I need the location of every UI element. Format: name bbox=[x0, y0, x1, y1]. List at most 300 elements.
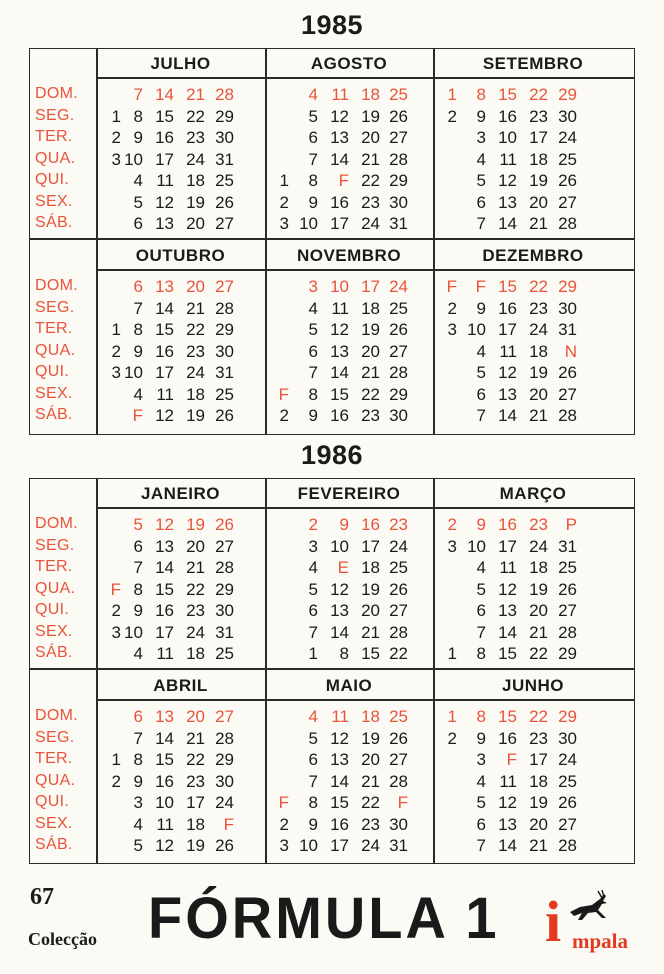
day-number: 26 bbox=[389, 320, 408, 339]
day-number: 3 bbox=[476, 750, 486, 769]
day-number: 21 bbox=[186, 558, 205, 577]
day-number: 12 bbox=[498, 793, 517, 812]
day-number: 26 bbox=[215, 515, 234, 534]
weekday-label: SÁB. bbox=[35, 214, 73, 231]
day-number: 22 bbox=[186, 750, 205, 769]
day-number: 18 bbox=[529, 341, 548, 361]
year-title-1985: 1985 bbox=[300, 10, 364, 40]
day-number: 29 bbox=[558, 277, 577, 296]
day-number: 12 bbox=[498, 579, 517, 599]
day-number: 24 bbox=[389, 536, 408, 556]
day-number: 6 bbox=[133, 707, 143, 726]
day-number: 5 bbox=[308, 579, 318, 599]
day-number: 1 bbox=[111, 320, 121, 339]
header-divider bbox=[96, 269, 634, 271]
weekday-label: TER. bbox=[35, 320, 73, 337]
day-number: 11 bbox=[499, 341, 517, 361]
day-number: 19 bbox=[361, 728, 380, 748]
day-number: 2 bbox=[279, 406, 289, 425]
day-number: 3 bbox=[111, 149, 121, 169]
day-number: 12 bbox=[498, 363, 517, 382]
day-number: 14 bbox=[498, 622, 517, 642]
day-number: 28 bbox=[558, 214, 577, 233]
day-number: 12 bbox=[155, 406, 174, 425]
day-number: 9 bbox=[133, 341, 143, 361]
day-number: 31 bbox=[558, 536, 577, 556]
day-number: 31 bbox=[389, 214, 408, 233]
day-number: 27 bbox=[558, 601, 577, 620]
day-number: 20 bbox=[529, 814, 548, 834]
day-number: 24 bbox=[389, 277, 408, 296]
day-number: 11 bbox=[156, 814, 174, 834]
day-number: 17 bbox=[498, 536, 517, 556]
day-number: 13 bbox=[330, 601, 349, 620]
day-number: 5 bbox=[133, 836, 143, 855]
day-number: 22 bbox=[361, 793, 380, 812]
day-number: 19 bbox=[361, 579, 380, 599]
calendar-table-1985 bbox=[29, 48, 635, 435]
weekday-label: SEX. bbox=[35, 384, 73, 402]
day-number: 26 bbox=[558, 793, 577, 812]
weekday-label: SEG. bbox=[35, 728, 75, 746]
day-number: 16 bbox=[155, 341, 174, 361]
day-number: 25 bbox=[558, 771, 577, 791]
day-number: 6 bbox=[476, 192, 486, 212]
month-name: AGOSTO bbox=[310, 54, 388, 73]
month-name: FEVEREIRO bbox=[297, 484, 401, 503]
day-number: 1 bbox=[308, 644, 318, 663]
day-number: 2 bbox=[447, 106, 457, 126]
day-number: 4 bbox=[133, 644, 143, 663]
day-number: 14 bbox=[155, 558, 174, 577]
weekday-label: SEX. bbox=[35, 192, 73, 210]
day-number: 17 bbox=[529, 750, 548, 769]
day-number: 26 bbox=[558, 171, 577, 190]
day-number: 4 bbox=[308, 558, 318, 577]
weekday-label: DOM. bbox=[35, 85, 78, 102]
day-number: 10 bbox=[467, 536, 486, 556]
day-number: 30 bbox=[215, 601, 234, 620]
day-number: 2 bbox=[279, 814, 289, 834]
day-number: 5 bbox=[476, 579, 486, 599]
day-number: 15 bbox=[155, 579, 174, 599]
day-number: 27 bbox=[558, 384, 577, 404]
day-number: 12 bbox=[155, 192, 174, 212]
day-number: 9 bbox=[476, 515, 486, 534]
day-number: 25 bbox=[389, 298, 408, 318]
day-number: 9 bbox=[133, 601, 143, 620]
weekday-label: QUA. bbox=[35, 149, 76, 167]
day-number: 26 bbox=[215, 406, 234, 425]
month-name: JANEIRO bbox=[140, 484, 221, 503]
day-number: 1 bbox=[279, 171, 289, 190]
day-number: 3 bbox=[111, 622, 121, 642]
day-number: 10 bbox=[124, 622, 143, 642]
day-number: 11 bbox=[499, 771, 517, 791]
day-number: 15 bbox=[155, 106, 174, 126]
day-number: 28 bbox=[215, 298, 234, 318]
day-number: 6 bbox=[476, 384, 486, 404]
day-number: 25 bbox=[558, 558, 577, 577]
day-number: 30 bbox=[215, 771, 234, 791]
day-number: 28 bbox=[389, 771, 408, 791]
day-number: 24 bbox=[186, 149, 205, 169]
day-number: 12 bbox=[330, 728, 349, 748]
card-number: 67 bbox=[30, 884, 54, 910]
day-number: 7 bbox=[476, 836, 486, 855]
day-number: 11 bbox=[499, 149, 517, 169]
day-number: 26 bbox=[215, 836, 234, 855]
day-number: 9 bbox=[476, 106, 486, 126]
day-number: 10 bbox=[124, 363, 143, 382]
day-number: 8 bbox=[133, 320, 143, 339]
day-number: 21 bbox=[186, 85, 205, 104]
day-number: 17 bbox=[155, 149, 174, 169]
day-number: 17 bbox=[529, 128, 548, 147]
weekday-label: SÁB. bbox=[35, 644, 73, 661]
day-number: 6 bbox=[133, 536, 143, 556]
day-number: 22 bbox=[529, 707, 548, 726]
day-number: 26 bbox=[389, 106, 408, 126]
day-number: 23 bbox=[529, 106, 548, 126]
day-number: 20 bbox=[529, 384, 548, 404]
day-number: 30 bbox=[558, 728, 577, 748]
weekday-label: DOM. bbox=[35, 707, 78, 724]
day-number: 27 bbox=[389, 750, 408, 769]
day-number: 29 bbox=[215, 579, 234, 599]
weekday-label: SEG. bbox=[35, 298, 75, 316]
day-number: 3 bbox=[447, 320, 457, 339]
day-number: 13 bbox=[155, 536, 174, 556]
day-number: 23 bbox=[529, 298, 548, 318]
day-number: 15 bbox=[498, 644, 517, 663]
day-number: 11 bbox=[156, 384, 174, 404]
day-number: 20 bbox=[186, 536, 205, 556]
day-number: 5 bbox=[133, 192, 143, 212]
day-number: 2 bbox=[111, 771, 121, 791]
day-number: 10 bbox=[498, 128, 517, 147]
day-number: 16 bbox=[330, 814, 349, 834]
weekday-label: SÁB. bbox=[35, 836, 73, 853]
day-number: 29 bbox=[389, 384, 408, 404]
holiday-mark: F bbox=[223, 814, 234, 834]
day-number: 27 bbox=[558, 192, 577, 212]
day-number: 18 bbox=[186, 814, 205, 834]
day-number: 6 bbox=[476, 601, 486, 620]
day-number: 27 bbox=[558, 814, 577, 834]
day-number: 6 bbox=[133, 214, 143, 233]
day-number: 28 bbox=[558, 406, 577, 425]
weekday-label: QUI. bbox=[35, 601, 70, 618]
day-number: 24 bbox=[186, 622, 205, 642]
day-number: 18 bbox=[529, 149, 548, 169]
day-number: 12 bbox=[330, 320, 349, 339]
holiday-mark: F bbox=[278, 793, 289, 812]
day-number: 19 bbox=[529, 171, 548, 190]
day-number: 24 bbox=[186, 363, 205, 382]
day-number: 15 bbox=[361, 644, 380, 663]
holiday-mark: N bbox=[564, 341, 577, 361]
year-title-1986: 1986 bbox=[300, 440, 364, 470]
day-number: 2 bbox=[279, 192, 289, 212]
day-number: 28 bbox=[558, 836, 577, 855]
antelope-icon bbox=[566, 890, 610, 924]
day-number: 23 bbox=[361, 192, 380, 212]
day-number: 23 bbox=[529, 515, 548, 534]
day-number: 27 bbox=[215, 536, 234, 556]
weekday-label: DOM. bbox=[35, 277, 78, 294]
day-number: 5 bbox=[133, 515, 143, 534]
day-number: 24 bbox=[215, 793, 234, 812]
day-number: 20 bbox=[186, 707, 205, 726]
day-number: 13 bbox=[330, 750, 349, 769]
day-number: 8 bbox=[476, 707, 486, 726]
day-number: 7 bbox=[308, 622, 318, 642]
day-number: 16 bbox=[361, 515, 380, 534]
day-number: 7 bbox=[133, 728, 143, 748]
day-number: 8 bbox=[133, 750, 143, 769]
day-number: 10 bbox=[330, 536, 349, 556]
day-number: 3 bbox=[111, 363, 121, 382]
day-number: 20 bbox=[186, 277, 205, 296]
day-number: 4 bbox=[476, 341, 486, 361]
day-number: 8 bbox=[308, 384, 318, 404]
day-number: 22 bbox=[529, 277, 548, 296]
day-number: 25 bbox=[389, 558, 408, 577]
day-number: 12 bbox=[330, 106, 349, 126]
day-number: 24 bbox=[361, 836, 380, 855]
day-number: 7 bbox=[133, 298, 143, 318]
day-number: 27 bbox=[215, 277, 234, 296]
weekday-label: QUI. bbox=[35, 171, 70, 188]
month-name: JULHO bbox=[150, 54, 211, 73]
day-number: 5 bbox=[476, 171, 486, 190]
header-divider bbox=[96, 507, 634, 509]
holiday-mark: P bbox=[565, 515, 577, 534]
day-number: 23 bbox=[186, 128, 205, 147]
day-number: 5 bbox=[476, 793, 486, 812]
day-number: 8 bbox=[476, 85, 486, 104]
holiday-mark: F bbox=[397, 793, 408, 812]
day-number: 13 bbox=[155, 277, 174, 296]
day-number: 30 bbox=[558, 106, 577, 126]
day-number: 11 bbox=[331, 707, 349, 726]
day-number: 3 bbox=[476, 128, 486, 147]
holiday-mark: E bbox=[337, 558, 349, 577]
day-number: 15 bbox=[330, 384, 349, 404]
day-number: 4 bbox=[476, 771, 486, 791]
day-number: 6 bbox=[308, 128, 318, 147]
day-number: 16 bbox=[330, 406, 349, 425]
day-number: 6 bbox=[308, 601, 318, 620]
day-number: 27 bbox=[215, 707, 234, 726]
day-number: 24 bbox=[529, 536, 548, 556]
day-number: 30 bbox=[389, 406, 408, 425]
calendar-table-1986 bbox=[29, 478, 635, 864]
day-number: 17 bbox=[361, 277, 380, 296]
day-number: 2 bbox=[111, 601, 121, 620]
day-number: 2 bbox=[308, 515, 318, 534]
day-number: 11 bbox=[499, 558, 517, 577]
day-number: 3 bbox=[133, 793, 143, 812]
day-number: 25 bbox=[389, 85, 408, 104]
day-number: 21 bbox=[529, 406, 548, 425]
day-number: 13 bbox=[498, 601, 517, 620]
day-number: 22 bbox=[186, 579, 205, 599]
weekday-label: QUA. bbox=[35, 341, 76, 359]
day-number: 23 bbox=[186, 341, 205, 361]
day-number: 8 bbox=[133, 579, 143, 599]
collection-label: Colecção bbox=[28, 929, 97, 949]
day-number: 19 bbox=[529, 793, 548, 812]
day-number: 3 bbox=[308, 277, 318, 296]
day-number: 23 bbox=[361, 406, 380, 425]
day-number: 8 bbox=[308, 171, 318, 190]
day-number: 31 bbox=[215, 622, 234, 642]
day-number: 19 bbox=[361, 106, 380, 126]
day-number: 18 bbox=[361, 558, 380, 577]
day-number: 9 bbox=[133, 771, 143, 791]
day-number: 29 bbox=[215, 750, 234, 769]
weekday-label: DOM. bbox=[35, 515, 78, 532]
day-number: 19 bbox=[186, 515, 205, 534]
day-number: 17 bbox=[361, 536, 380, 556]
month-name: JUNHO bbox=[501, 676, 564, 695]
day-number: 17 bbox=[330, 836, 349, 855]
day-number: 25 bbox=[215, 171, 234, 190]
day-number: 20 bbox=[186, 214, 205, 233]
day-number: 19 bbox=[529, 363, 548, 382]
day-number: 18 bbox=[186, 171, 205, 190]
day-number: 5 bbox=[308, 320, 318, 339]
day-number: 16 bbox=[498, 298, 517, 318]
day-number: 19 bbox=[186, 406, 205, 425]
holiday-mark: F bbox=[338, 171, 349, 190]
day-number: 10 bbox=[299, 836, 318, 855]
day-number: 21 bbox=[529, 214, 548, 233]
day-number: 4 bbox=[308, 298, 318, 318]
day-number: 17 bbox=[330, 214, 349, 233]
day-number: 20 bbox=[361, 128, 380, 147]
day-number: 14 bbox=[155, 298, 174, 318]
day-number: 24 bbox=[529, 320, 548, 339]
day-number: 19 bbox=[186, 836, 205, 855]
day-number: 18 bbox=[529, 771, 548, 791]
day-number: 25 bbox=[215, 384, 234, 404]
month-name: MAIO bbox=[325, 676, 373, 695]
day-number: 8 bbox=[308, 793, 318, 812]
month-name: SETEMBRO bbox=[482, 54, 584, 73]
day-number: 6 bbox=[308, 341, 318, 361]
day-number: 27 bbox=[389, 601, 408, 620]
day-number: 7 bbox=[476, 214, 486, 233]
weekday-label: TER. bbox=[35, 558, 73, 575]
day-number: 15 bbox=[498, 85, 517, 104]
weekday-label: TER. bbox=[35, 128, 73, 145]
day-number: 7 bbox=[308, 363, 318, 382]
formula1-title: FÓRMULA 1 bbox=[148, 884, 500, 951]
day-number: 18 bbox=[361, 298, 380, 318]
day-number: 6 bbox=[133, 277, 143, 296]
day-number: 13 bbox=[498, 384, 517, 404]
impala-logo-text: mpala bbox=[572, 929, 629, 953]
day-number: 31 bbox=[389, 836, 408, 855]
day-number: 4 bbox=[476, 558, 486, 577]
day-number: 1 bbox=[447, 707, 457, 726]
day-number: 16 bbox=[155, 601, 174, 620]
month-name: NOVEMBRO bbox=[296, 246, 402, 265]
month-name: MARÇO bbox=[499, 484, 567, 503]
weekday-label: SÁB. bbox=[35, 406, 73, 423]
day-number: 26 bbox=[558, 363, 577, 382]
grid-divider bbox=[30, 238, 634, 240]
weekday-label: QUI. bbox=[35, 363, 70, 380]
day-number: 23 bbox=[529, 728, 548, 748]
day-number: 22 bbox=[186, 106, 205, 126]
day-number: 1 bbox=[447, 85, 457, 104]
day-number: 15 bbox=[498, 277, 517, 296]
day-number: 10 bbox=[155, 793, 174, 812]
day-number: 14 bbox=[330, 771, 349, 791]
day-number: 18 bbox=[361, 85, 380, 104]
day-number: 28 bbox=[215, 85, 234, 104]
day-number: 18 bbox=[361, 707, 380, 726]
day-number: 20 bbox=[361, 750, 380, 769]
day-number: 28 bbox=[558, 622, 577, 642]
day-number: 17 bbox=[186, 793, 205, 812]
day-number: 4 bbox=[133, 171, 143, 190]
day-number: 22 bbox=[186, 320, 205, 339]
day-number: 6 bbox=[308, 750, 318, 769]
day-number: 29 bbox=[558, 707, 577, 726]
impala-logo-i: i bbox=[545, 889, 562, 954]
day-number: 15 bbox=[155, 750, 174, 769]
day-number: 3 bbox=[279, 836, 289, 855]
day-number: 7 bbox=[476, 406, 486, 425]
day-number: 20 bbox=[361, 601, 380, 620]
day-number: 3 bbox=[308, 536, 318, 556]
day-number: 6 bbox=[476, 814, 486, 834]
weekday-label: QUI. bbox=[35, 793, 70, 810]
day-number: 21 bbox=[361, 149, 380, 169]
day-number: 13 bbox=[498, 192, 517, 212]
weekday-label: QUA. bbox=[35, 771, 76, 789]
day-number: 21 bbox=[186, 298, 205, 318]
day-number: 11 bbox=[156, 171, 174, 190]
day-number: 21 bbox=[361, 622, 380, 642]
day-number: 17 bbox=[498, 320, 517, 339]
day-number: 21 bbox=[186, 728, 205, 748]
day-number: 23 bbox=[186, 601, 205, 620]
holiday-mark: F bbox=[110, 579, 121, 599]
day-number: 25 bbox=[215, 644, 234, 663]
day-number: 5 bbox=[308, 106, 318, 126]
day-number: 4 bbox=[133, 814, 143, 834]
day-number: 13 bbox=[155, 707, 174, 726]
day-number: 27 bbox=[389, 341, 408, 361]
day-number: 26 bbox=[558, 579, 577, 599]
day-number: 12 bbox=[498, 171, 517, 190]
day-number: 29 bbox=[215, 106, 234, 126]
day-number: 17 bbox=[155, 622, 174, 642]
day-number: 21 bbox=[361, 771, 380, 791]
day-number: 15 bbox=[155, 320, 174, 339]
day-number: 23 bbox=[389, 515, 408, 534]
day-number: 30 bbox=[215, 128, 234, 147]
day-number: 10 bbox=[330, 277, 349, 296]
holiday-mark: F bbox=[278, 384, 289, 404]
header-divider bbox=[96, 77, 634, 79]
